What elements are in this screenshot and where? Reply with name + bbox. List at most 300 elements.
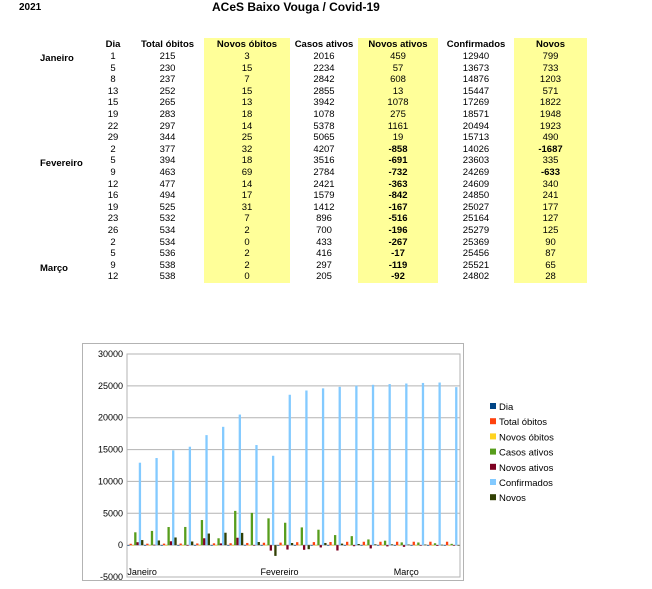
header-novos-obitos: Novos óbitos: [204, 38, 290, 51]
table-cell: 25027: [462, 201, 490, 213]
header-novos: Novos: [514, 38, 587, 51]
legend-swatch: [490, 418, 496, 424]
x-axis-month-label: Janeiro: [127, 567, 157, 577]
table-cell: 125: [514, 225, 587, 237]
table-row: [95, 51, 587, 63]
bar: [432, 545, 434, 546]
table-cell: 1078: [358, 97, 438, 109]
bar: [284, 523, 286, 545]
y-tick-label: 30000: [97, 349, 123, 359]
table-cell: 24269: [462, 166, 490, 178]
bar: [191, 542, 193, 546]
legend-swatch: [490, 449, 496, 455]
bar: [305, 391, 307, 546]
bar: [289, 395, 291, 545]
y-tick-label: 15000: [97, 444, 123, 455]
bar: [382, 545, 384, 546]
table-cell: 69: [204, 167, 290, 179]
header-novos-ativos: Novos ativos: [358, 38, 438, 51]
table-cell: 90: [514, 237, 587, 249]
table-cell: 12: [107, 178, 119, 190]
bar: [174, 537, 176, 545]
bar: [379, 542, 381, 545]
table-cell: 5378: [313, 120, 335, 132]
table-cell: 733: [514, 63, 587, 75]
table-row: [95, 248, 587, 260]
bar: [158, 540, 160, 545]
y-tick-label: 5000: [102, 508, 123, 519]
table-cell: 536: [159, 248, 176, 260]
table-cell: 15713: [462, 132, 490, 144]
bar: [127, 545, 129, 546]
bar: [394, 545, 396, 546]
bar: [198, 545, 200, 546]
table-cell: 14: [204, 179, 290, 191]
legend-label: Dia: [499, 402, 514, 413]
table-cell: 571: [514, 86, 587, 98]
bar: [327, 545, 329, 546]
table-cell: 1412: [313, 201, 335, 213]
bar: [351, 536, 353, 545]
table-cell: 127: [514, 213, 587, 225]
bar: [260, 545, 262, 546]
x-axis-month-label: Fevereiro: [260, 567, 299, 577]
legend-label: Confirmados: [499, 478, 553, 489]
bar: [317, 530, 319, 545]
table-cell: 700: [316, 224, 332, 236]
table-cell: 2: [110, 236, 116, 248]
header-casos-ativos: Casos ativos: [294, 39, 354, 50]
table-cell: -516: [358, 213, 438, 225]
table-cell: 2: [204, 248, 290, 260]
table-cell: 57: [358, 63, 438, 75]
bar: [405, 384, 407, 546]
table-cell: 237: [159, 74, 176, 86]
table-cell: 252: [159, 85, 176, 97]
table-cell: 13: [358, 86, 438, 98]
bar: [215, 545, 217, 546]
bar: [389, 384, 391, 545]
bar: [270, 545, 272, 550]
bar: [403, 545, 405, 547]
bar: [303, 545, 305, 550]
table-cell: 29: [107, 132, 119, 144]
bar: [457, 545, 459, 546]
table-cell: 19: [107, 201, 119, 213]
table-cell: 2234: [313, 62, 335, 74]
table-cell: 534: [159, 224, 176, 236]
table-cell: -17: [358, 248, 438, 260]
table-cell: 17269: [462, 97, 490, 109]
table-cell: 215: [159, 51, 176, 62]
bar: [391, 544, 393, 545]
table-cell: -196: [358, 225, 438, 237]
table-cell: 0: [204, 271, 290, 283]
bar: [448, 545, 450, 546]
bar: [429, 542, 431, 545]
table-cell: 14026: [462, 143, 490, 155]
bar: [272, 456, 274, 545]
table-cell: 65: [514, 260, 587, 272]
table-cell: 12940: [462, 51, 490, 62]
table-cell: 1: [110, 51, 116, 62]
table-cell: 24802: [462, 271, 490, 283]
table-cell: -1687: [514, 144, 587, 156]
table-cell: 2016: [313, 51, 335, 62]
table-cell: 205: [316, 271, 332, 283]
table-cell: 1161: [358, 121, 438, 133]
bar: [455, 387, 457, 545]
table-cell: -858: [358, 144, 438, 156]
table-cell: 23: [107, 213, 119, 225]
table-cell: 2: [204, 225, 290, 237]
bar: [139, 463, 141, 545]
bar: [279, 543, 281, 546]
bar: [315, 545, 317, 546]
table-cell: 4207: [313, 143, 335, 155]
table-cell: -167: [358, 202, 438, 214]
bar: [286, 545, 288, 549]
bar: [234, 511, 236, 545]
bar: [246, 543, 248, 545]
legend-label: Casos ativos: [499, 447, 554, 459]
table-cell: 5065: [313, 132, 335, 144]
bar: [186, 545, 188, 546]
bar: [184, 527, 186, 545]
bar: [255, 445, 257, 545]
table-cell: 14876: [462, 74, 490, 86]
table-cell: 1923: [514, 121, 587, 133]
table-cell: 275: [358, 109, 438, 121]
table-cell: 13: [204, 97, 290, 109]
bar: [353, 545, 355, 546]
table-row: [95, 237, 587, 249]
table-row: [95, 260, 587, 272]
y-tick-label: 10000: [97, 476, 123, 487]
bar: [341, 544, 343, 546]
bar: [224, 533, 226, 545]
table-cell: 494: [159, 190, 176, 202]
bar: [213, 543, 215, 545]
bar: [384, 541, 386, 545]
legend-swatch: [490, 403, 496, 409]
bar: [301, 527, 303, 545]
table-cell: 19: [358, 132, 438, 144]
table-cell: -633: [514, 167, 587, 179]
table-cell: 3: [204, 51, 290, 63]
bar: [132, 545, 134, 546]
table-cell: 177: [514, 202, 587, 214]
table-cell: 18: [204, 155, 290, 167]
table-cell: 2784: [313, 166, 335, 178]
bar: [248, 545, 250, 546]
bar: [161, 545, 163, 546]
report-title: ACeS Baixo Vouga / Covid-19: [212, 0, 380, 14]
bar: [282, 545, 284, 546]
table-cell: 335: [514, 155, 587, 167]
bar: [308, 545, 310, 549]
bar: [277, 545, 279, 546]
table-cell: 25369: [462, 236, 490, 248]
year-label: 2021: [19, 2, 42, 13]
bar: [294, 545, 296, 546]
bar: [201, 520, 203, 545]
bar: [434, 543, 436, 545]
bar: [372, 385, 374, 545]
table-cell: 2855: [313, 85, 335, 97]
table-cell: 1078: [313, 108, 335, 120]
bar: [313, 542, 315, 545]
bar: [296, 542, 298, 545]
bar: [155, 458, 157, 545]
table-cell: -267: [358, 237, 438, 249]
bar: [217, 538, 219, 545]
table-cell: 28: [514, 271, 587, 283]
table-cell: 0: [204, 237, 290, 249]
table-cell: 12: [107, 271, 119, 283]
table-cell: -363: [358, 179, 438, 191]
table-cell: 5: [110, 155, 116, 167]
table-cell: 896: [316, 213, 332, 225]
bar: [339, 387, 341, 545]
bar: [370, 545, 372, 548]
table-cell: 416: [316, 248, 332, 260]
bar: [344, 545, 346, 546]
table-header-row: [95, 38, 587, 51]
table-cell: 15: [107, 97, 119, 109]
table-cell: 7: [204, 213, 290, 225]
table-cell: -691: [358, 155, 438, 167]
table-cell: 297: [159, 120, 176, 132]
table-cell: 2: [110, 143, 116, 155]
bar: [401, 542, 403, 545]
bar: [232, 545, 234, 546]
table-cell: 1203: [514, 74, 587, 86]
table-cell: 19: [107, 108, 119, 120]
bar: [146, 544, 148, 545]
table-cell: 1822: [514, 97, 587, 109]
bar: [346, 542, 348, 545]
bar: [355, 386, 357, 545]
table-cell: 26: [107, 224, 119, 236]
table-cell: 31: [204, 202, 290, 214]
table-cell: 18571: [462, 108, 490, 120]
bar: [298, 545, 300, 546]
table-cell: 608: [358, 74, 438, 86]
table-cell: 22: [107, 120, 119, 132]
y-tick-label: 25000: [97, 380, 123, 391]
bar: [267, 518, 269, 545]
bar: [396, 542, 398, 545]
legend-label: Novos ativos: [499, 462, 554, 474]
bar: [438, 383, 440, 546]
month-label-janeiro: Janeiro: [40, 53, 74, 64]
table-cell: 477: [159, 178, 176, 190]
bar: [360, 545, 362, 546]
table-cell: 2421: [313, 178, 335, 190]
bar: [141, 540, 143, 545]
table-cell: 17: [204, 190, 290, 202]
bar: [332, 545, 334, 546]
table-cell: 538: [159, 271, 176, 283]
table-cell: 25: [204, 132, 290, 144]
table-cell: 16: [107, 190, 119, 202]
table-cell: 1579: [313, 190, 335, 202]
bar: [149, 545, 151, 546]
bar: [134, 532, 136, 545]
bar: [374, 544, 376, 545]
month-label-marco: Março: [40, 263, 68, 274]
bar: [291, 543, 293, 545]
bar: [182, 545, 184, 546]
bar: [208, 534, 210, 546]
bar: [415, 545, 417, 546]
bar: [229, 543, 231, 545]
y-tick-label: 0: [117, 540, 123, 551]
table-cell: 377: [159, 143, 176, 155]
bar: [358, 544, 360, 545]
plot-frame: [127, 354, 460, 577]
table-cell: 297: [316, 259, 332, 271]
table-cell: 18: [204, 109, 290, 121]
bar: [189, 447, 191, 545]
bar: [180, 544, 182, 546]
bar: [244, 545, 246, 546]
y-tick-label: 20000: [97, 412, 123, 423]
bar: [274, 545, 276, 556]
table-cell: 8: [110, 74, 116, 86]
table-cell: 13: [107, 85, 119, 97]
legend-swatch: [490, 464, 496, 470]
bar: [222, 427, 224, 545]
table-row: [95, 271, 587, 283]
bar: [203, 538, 205, 545]
bar: [227, 545, 229, 546]
table-cell: 230: [159, 62, 176, 74]
table-cell: 1948: [514, 109, 587, 121]
bar: [251, 513, 253, 545]
bar: [322, 388, 324, 545]
bar: [258, 542, 260, 545]
table-cell: 433: [316, 236, 332, 248]
y-tick-label: -5000: [99, 572, 123, 580]
bar: [446, 542, 448, 545]
table-cell: 534: [159, 236, 176, 248]
bar: [436, 545, 438, 546]
bar: [163, 544, 165, 546]
bar: [334, 535, 336, 545]
table-cell: 394: [159, 155, 176, 167]
header-dia: Dia: [105, 39, 121, 50]
bar: [441, 545, 443, 546]
table-cell: 23603: [462, 155, 490, 167]
bar: [310, 545, 312, 546]
legend-label: Total óbitos: [499, 417, 548, 429]
table-cell: 15: [204, 63, 290, 75]
table-cell: 32: [204, 144, 290, 156]
table-cell: 463: [159, 166, 176, 178]
bar: [220, 543, 222, 545]
bar: [365, 545, 367, 546]
bar: [236, 538, 238, 545]
bar-chart: [83, 344, 463, 580]
bar: [386, 545, 388, 546]
table-cell: 15: [204, 86, 290, 98]
bar: [265, 545, 267, 546]
bar: [422, 383, 424, 545]
bar: [367, 539, 369, 545]
table-cell: -842: [358, 190, 438, 202]
table-cell: 525: [159, 201, 176, 213]
bar: [410, 545, 412, 546]
table-cell: 799: [514, 51, 587, 63]
bar: [194, 545, 196, 546]
table-cell: 490: [514, 132, 587, 144]
table-cell: 532: [159, 213, 176, 225]
table-cell: 9: [110, 259, 116, 271]
table-cell: 5: [110, 62, 116, 74]
bar: [444, 545, 446, 546]
chart-area: [82, 343, 554, 581]
table-cell: 283: [159, 108, 176, 120]
table-cell: 15447: [462, 85, 490, 97]
bar: [130, 544, 132, 545]
bar: [263, 543, 265, 545]
header-confirmados: Confirmados: [446, 39, 506, 50]
table-cell: 25279: [462, 224, 490, 236]
table-cell: 538: [159, 259, 176, 271]
bar: [363, 542, 365, 545]
legend-label: Novos: [499, 493, 526, 505]
table-cell: 13673: [462, 62, 490, 74]
x-axis-month-label: Março: [393, 567, 419, 577]
bar: [172, 450, 174, 545]
bar: [253, 545, 255, 546]
table-cell: 25456: [462, 248, 490, 260]
bar: [424, 545, 426, 546]
bar: [167, 527, 169, 545]
table-cell: 459: [358, 51, 438, 63]
legend-swatch: [490, 433, 496, 439]
table-cell: 87: [514, 248, 587, 260]
bar: [420, 545, 422, 546]
bar: [407, 545, 409, 546]
bar: [153, 545, 155, 546]
bar: [348, 545, 350, 546]
header-total-obitos: Total óbitos: [140, 39, 195, 50]
table-cell: 5: [110, 248, 116, 260]
table-row: [95, 225, 587, 237]
table-cell: 14: [204, 121, 290, 133]
table-cell: 2: [204, 260, 290, 272]
bar: [151, 531, 153, 545]
table-cell: -732: [358, 167, 438, 179]
bar: [336, 545, 338, 550]
bar: [324, 543, 326, 545]
table-cell: 25164: [462, 213, 490, 225]
legend-swatch: [490, 479, 496, 485]
table-cell: 241: [514, 190, 587, 202]
bar: [239, 415, 241, 546]
legend-label: Novos óbitos: [499, 432, 554, 444]
bar: [165, 545, 167, 546]
bar: [320, 545, 322, 547]
bar: [451, 544, 453, 545]
bar: [144, 545, 146, 546]
bar: [453, 545, 455, 546]
table-cell: 24850: [462, 190, 490, 202]
legend-swatch: [490, 494, 496, 500]
